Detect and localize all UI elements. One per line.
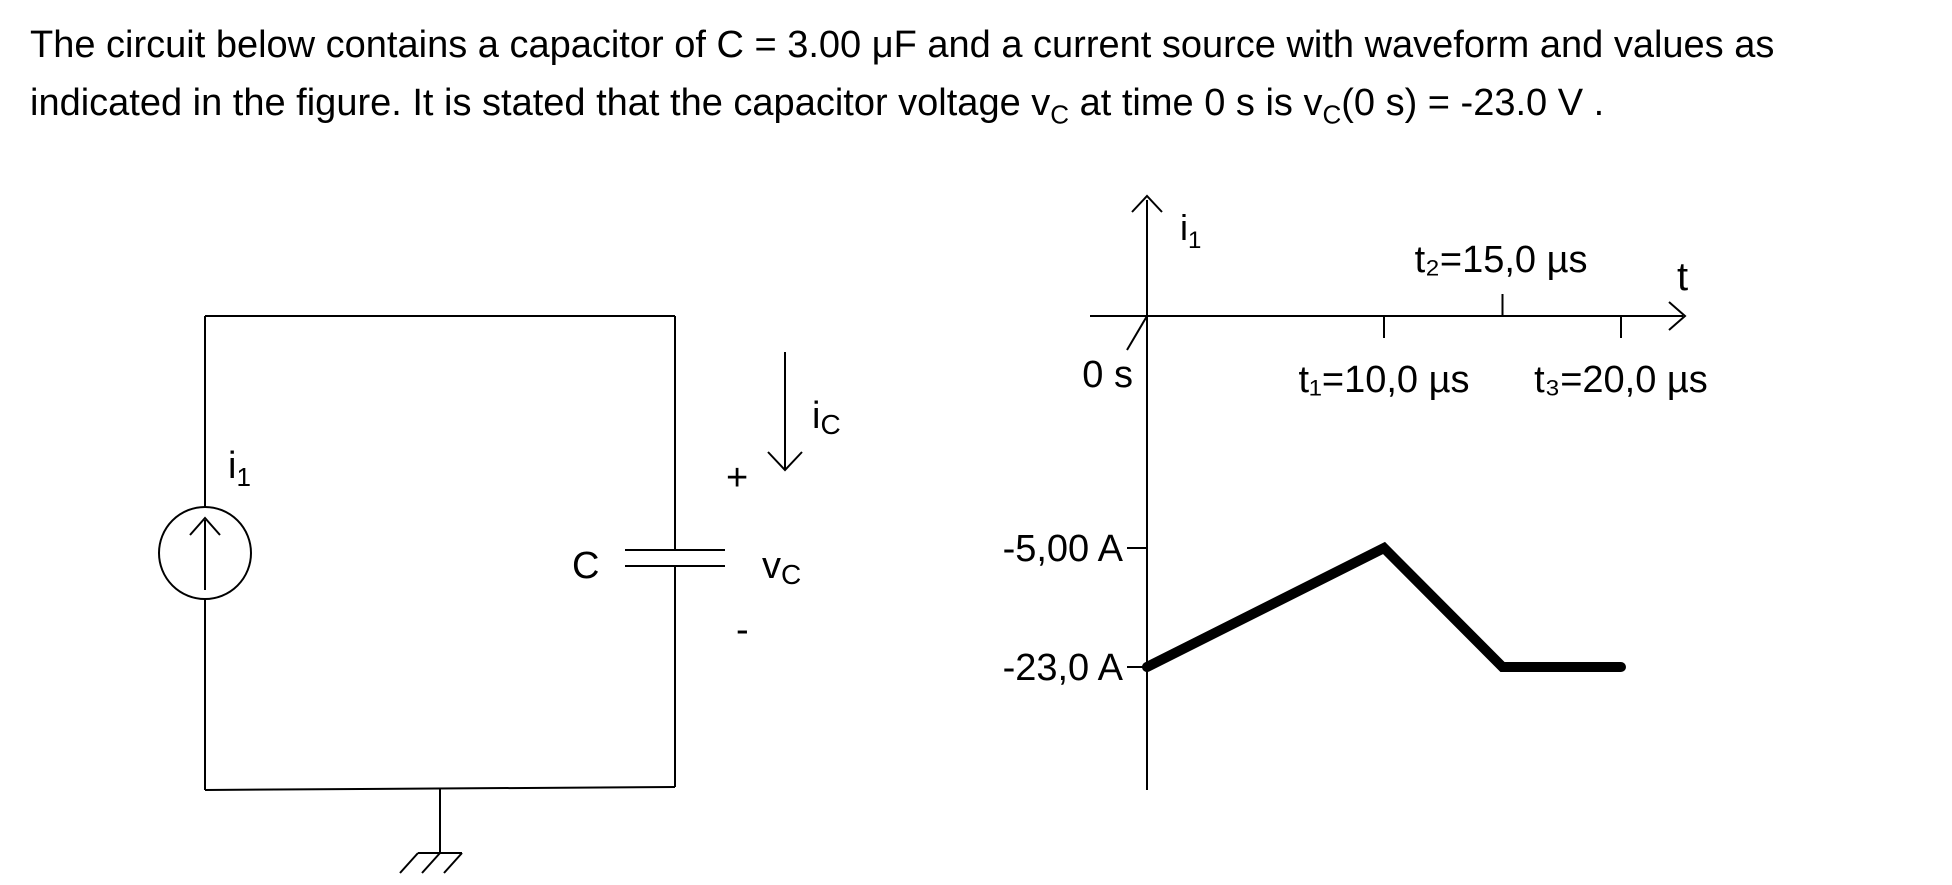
ground-hatch-3 [444,853,462,873]
x-tick-label: t₃=20,0 µs [1534,359,1708,401]
origin-leader [1127,316,1147,350]
problem-line-2-part-c: (0 s) = -23.0 V . [1341,82,1605,124]
x-axis-label: t [1677,255,1689,299]
vc-label: vC [762,545,802,590]
ground-hatch-1 [400,853,418,873]
circuit-diagram [159,316,802,873]
problem-line-2-part-a: indicated in the figure. It is stated that the capacitor voltage v [30,82,1051,124]
vc-subscript-1: C [1050,99,1070,130]
i1-waveform-line [1147,548,1621,667]
y-axis-label: $i_1$ [1180,207,1202,254]
plus-sign: + [726,457,749,499]
y-tick-label: -23,0 A [1002,647,1123,689]
x-tick-label: t₁=10,0 µs [1298,359,1470,401]
y-ticks [1003,528,1147,689]
circuit-labels [228,395,841,651]
current-source-symbol [159,507,251,599]
problem-line-1: The circuit below contains a capacitor of C = 3.00 μF and a current source with waveform and values as [30,24,1775,66]
ground-hatch-2 [422,853,440,873]
ground-symbol [400,788,462,873]
minus-sign: - [736,609,749,651]
x-tick-label: 0 s [1082,354,1133,396]
problem-line-2-part-b: at time 0 s is v [1069,82,1323,124]
vc-subscript-2: C [1322,99,1342,130]
ic-label: iC [812,395,841,440]
y-tick-label: -5,00 A [1002,528,1123,570]
capacitor-label: C [572,545,600,587]
x-tick-label: t₂=15,0 µs [1414,239,1588,281]
ic-arrow [768,352,802,470]
current-waveform-chart [1003,196,1708,790]
x-ticks [1082,239,1708,401]
source-label: $i_1$ [228,445,251,492]
